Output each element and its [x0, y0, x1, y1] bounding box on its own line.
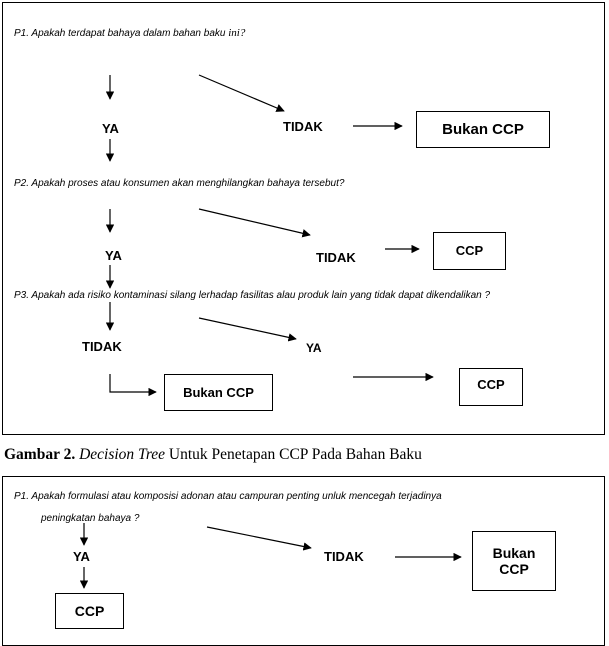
question-p1-tail: ini? — [228, 27, 246, 39]
d2-ya-label: YA — [73, 549, 90, 564]
box-ccp-d2: CCP — [55, 593, 124, 629]
box-bukan-ccp-d2: Bukan CCP — [472, 531, 556, 591]
question-p1 — [14, 27, 245, 39]
p1-tidak-label: TIDAK — [283, 119, 323, 134]
p3-ya-label: YA — [306, 341, 322, 355]
box-bukan-ccp-1: Bukan CCP — [416, 111, 550, 148]
question-p1-formulasi-line1: P1. Apakah formulasi atau komposisi adonan atau campuran penting unluk mencegah terjadinya — [14, 491, 442, 502]
p1-ya-label: YA — [102, 121, 119, 136]
p3-tidak-label: TIDAK — [82, 339, 122, 354]
caption-italic: Decision Tree — [79, 446, 166, 463]
box-ccp-1: CCP — [433, 232, 506, 270]
figure-caption — [4, 446, 422, 464]
caption-label: Gambar 2. — [4, 446, 76, 463]
p2-ya-label: YA — [105, 248, 122, 263]
question-p1-text: P1. Apakah terdapat bahaya dalam bahan baku — [14, 28, 229, 39]
question-p1-formulasi-line2: peningkatan bahaya ? — [41, 513, 140, 524]
question-p3: P3. Apakah ada risiko kontaminasi silang lerhadap fasilitas alau produk lain yang tidak dapat dikendalikan ? — [14, 290, 491, 301]
box-ccp-2: CCP — [459, 368, 523, 406]
d2-tidak-label: TIDAK — [324, 549, 364, 564]
question-p2: P2. Apakah proses atau konsumen akan menghilangkan bahaya tersebut? — [14, 178, 345, 189]
box-bukan-ccp-2: Bukan CCP — [164, 374, 273, 411]
p2-tidak-label: TIDAK — [316, 250, 356, 265]
caption-rest: Untuk Penetapan CCP Pada Bahan Baku — [165, 446, 422, 463]
